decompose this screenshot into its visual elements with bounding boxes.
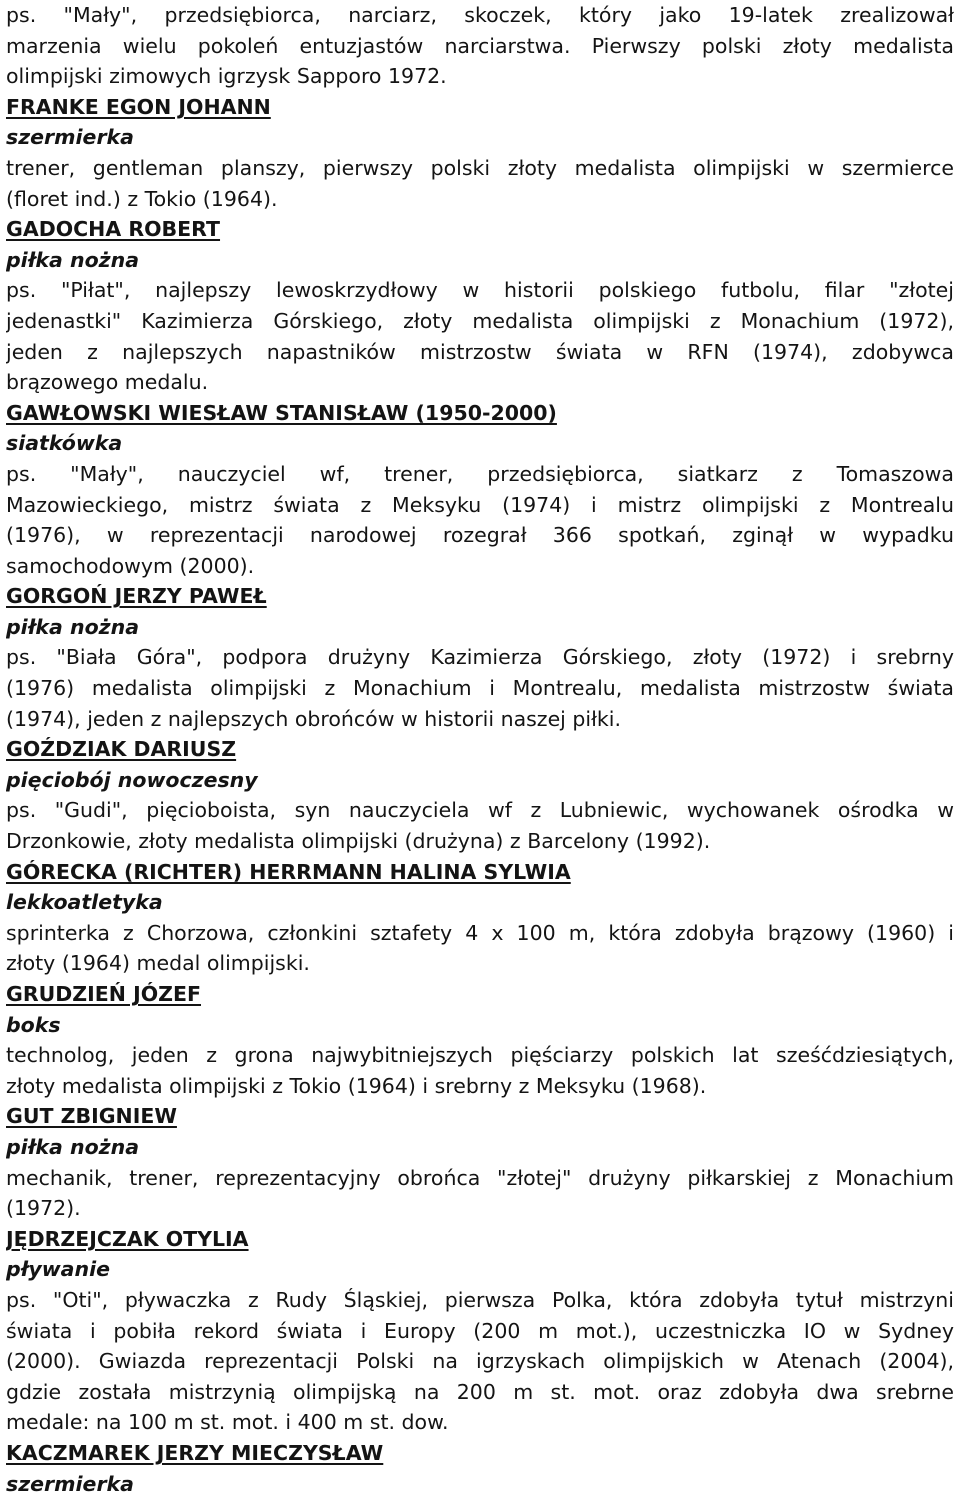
athlete-description-line: samochodowym (2000). — [6, 551, 954, 582]
athlete-name: GAWŁOWSKI WIESŁAW STANISŁAW (1950-2000) — [6, 398, 954, 429]
athlete-description-line: Drzonkowie, złoty medalista olimpijski (drużyna) z Barcelony (1992). — [6, 826, 954, 857]
athlete-description-line: ps. "Mały", przedsiębiorca, narciarz, skoczek, który jako 19-latek zrealizował — [6, 0, 954, 31]
athlete-description-line: brązowego medalu. — [6, 367, 954, 398]
athlete-description-line: (floret ind.) z Tokio (1964). — [6, 184, 954, 215]
athlete-entry — [6, 0, 954, 92]
athlete-description-line: złoty (1964) medal olimpijski. — [6, 948, 954, 979]
athlete-description-line: mechanik, trener, reprezentacyjny obrońca "złotej" drużyny piłkarskiej z Monachium — [6, 1163, 954, 1194]
athlete-entry — [6, 979, 954, 1101]
athlete-description-line: ps. "Gudi", pięcioboista, syn nauczyciela wf z Lubniewic, wychowanek ośrodka w — [6, 795, 954, 826]
athlete-description-line: technolog, jeden z grona najwybitniejszych pięściarzy polskich lat sześćdziesiątych, — [6, 1040, 954, 1071]
athlete-discipline: lekkoatletyka — [6, 887, 954, 918]
athlete-discipline: pływanie — [6, 1254, 954, 1285]
athlete-entry — [6, 1101, 954, 1223]
athlete-discipline: pięciobój nowoczesny — [6, 765, 954, 796]
athlete-description-line: ps. "Biała Góra", podpora drużyny Kazimierza Górskiego, złoty (1972) i srebrny — [6, 642, 954, 673]
athlete-description-line: ps. "Mały", nauczyciel wf, trener, przedsiębiorca, siatkarz z Tomaszowa — [6, 459, 954, 490]
athlete-description-line: jedenastki" Kazimierza Górskiego, złoty medalista olimpijski z Monachium (1972), — [6, 306, 954, 337]
athlete-name: GOŹDZIAK DARIUSZ — [6, 734, 954, 765]
athlete-description-line: sprinterka z Chorzowa, członkini sztafety 4 x 100 m, która zdobyła brązowy (1960) i — [6, 918, 954, 949]
athlete-name: GORGOŃ JERZY PAWEŁ — [6, 581, 954, 612]
athlete-discipline: szermierka — [6, 122, 954, 153]
athlete-discipline: szermierka — [6, 1469, 954, 1499]
athlete-discipline: piłka nożna — [6, 245, 954, 276]
athlete-entry — [6, 1224, 954, 1438]
athlete-description-line: olimpijski zimowych igrzysk Sapporo 1972. — [6, 61, 954, 92]
athlete-description-line: ps. "Oti", pływaczka z Rudy Śląskiej, pierwsza Polka, która zdobyła tytuł mistrzyni — [6, 1285, 954, 1316]
athlete-discipline: siatkówka — [6, 428, 954, 459]
athlete-name: GRUDZIEŃ JÓZEF — [6, 979, 954, 1010]
athlete-name: JĘDRZEJCZAK OTYLIA — [6, 1224, 954, 1255]
athlete-entry — [6, 214, 954, 398]
athlete-discipline: piłka nożna — [6, 612, 954, 643]
athlete-discipline: boks — [6, 1010, 954, 1041]
athlete-description-line: (1976) medalista olimpijski z Monachium i Montrealu, medalista mistrzostw świata — [6, 673, 954, 704]
athlete-description-line: marzenia wielu pokoleń entuzjastów narciarstwa. Pierwszy polski złoty medalista — [6, 31, 954, 62]
athlete-entry — [6, 1438, 954, 1499]
athlete-name: GADOCHA ROBERT — [6, 214, 954, 245]
athlete-name: GÓRECKA (RICHTER) HERRMANN HALINA SYLWIA — [6, 857, 954, 888]
athlete-name: FRANKE EGON JOHANN — [6, 92, 954, 123]
athlete-entry — [6, 398, 954, 582]
athlete-entry — [6, 92, 954, 214]
athlete-discipline: piłka nożna — [6, 1132, 954, 1163]
athlete-entry — [6, 581, 954, 734]
athlete-entry — [6, 734, 954, 856]
athlete-description-line: złoty medalista olimpijski z Tokio (1964) i srebrny z Meksyku (1968). — [6, 1071, 954, 1102]
athlete-description-line: (1974), jeden z najlepszych obrońców w historii naszej piłki. — [6, 704, 954, 735]
athlete-description-line: trener, gentleman planszy, pierwszy polski złoty medalista olimpijski w szermierce — [6, 153, 954, 184]
athlete-description-line: jeden z najlepszych napastników mistrzostw świata w RFN (1974), zdobywca — [6, 337, 954, 368]
athlete-name: KACZMAREK JERZY MIECZYSŁAW — [6, 1438, 954, 1469]
athlete-description-line: medale: na 100 m st. mot. i 400 m st. dow. — [6, 1407, 954, 1438]
athlete-description-line: (2000). Gwiazda reprezentacji Polski na igrzyskach olimpijskich w Atenach (2004), — [6, 1346, 954, 1377]
athlete-description-line: świata i pobiła rekord świata i Europy (200 m mot.), uczestniczka IO w Sydney — [6, 1316, 954, 1347]
athlete-description-line: (1972). — [6, 1193, 954, 1224]
athlete-description-line: (1976), w reprezentacji narodowej rozegrał 366 spotkań, zginął w wypadku — [6, 520, 954, 551]
athlete-description-line: ps. "Piłat", najlepszy lewoskrzydłowy w historii polskiego futbolu, filar "złotej — [6, 275, 954, 306]
athlete-description-line: gdzie została mistrzynią olimpijską na 200 m st. mot. oraz zdobyła dwa srebrne — [6, 1377, 954, 1408]
athlete-description-line: Mazowieckiego, mistrz świata z Meksyku (1974) i mistrz olimpijski z Montrealu — [6, 490, 954, 521]
athlete-entry — [6, 857, 954, 979]
athlete-name: GUT ZBIGNIEW — [6, 1101, 954, 1132]
